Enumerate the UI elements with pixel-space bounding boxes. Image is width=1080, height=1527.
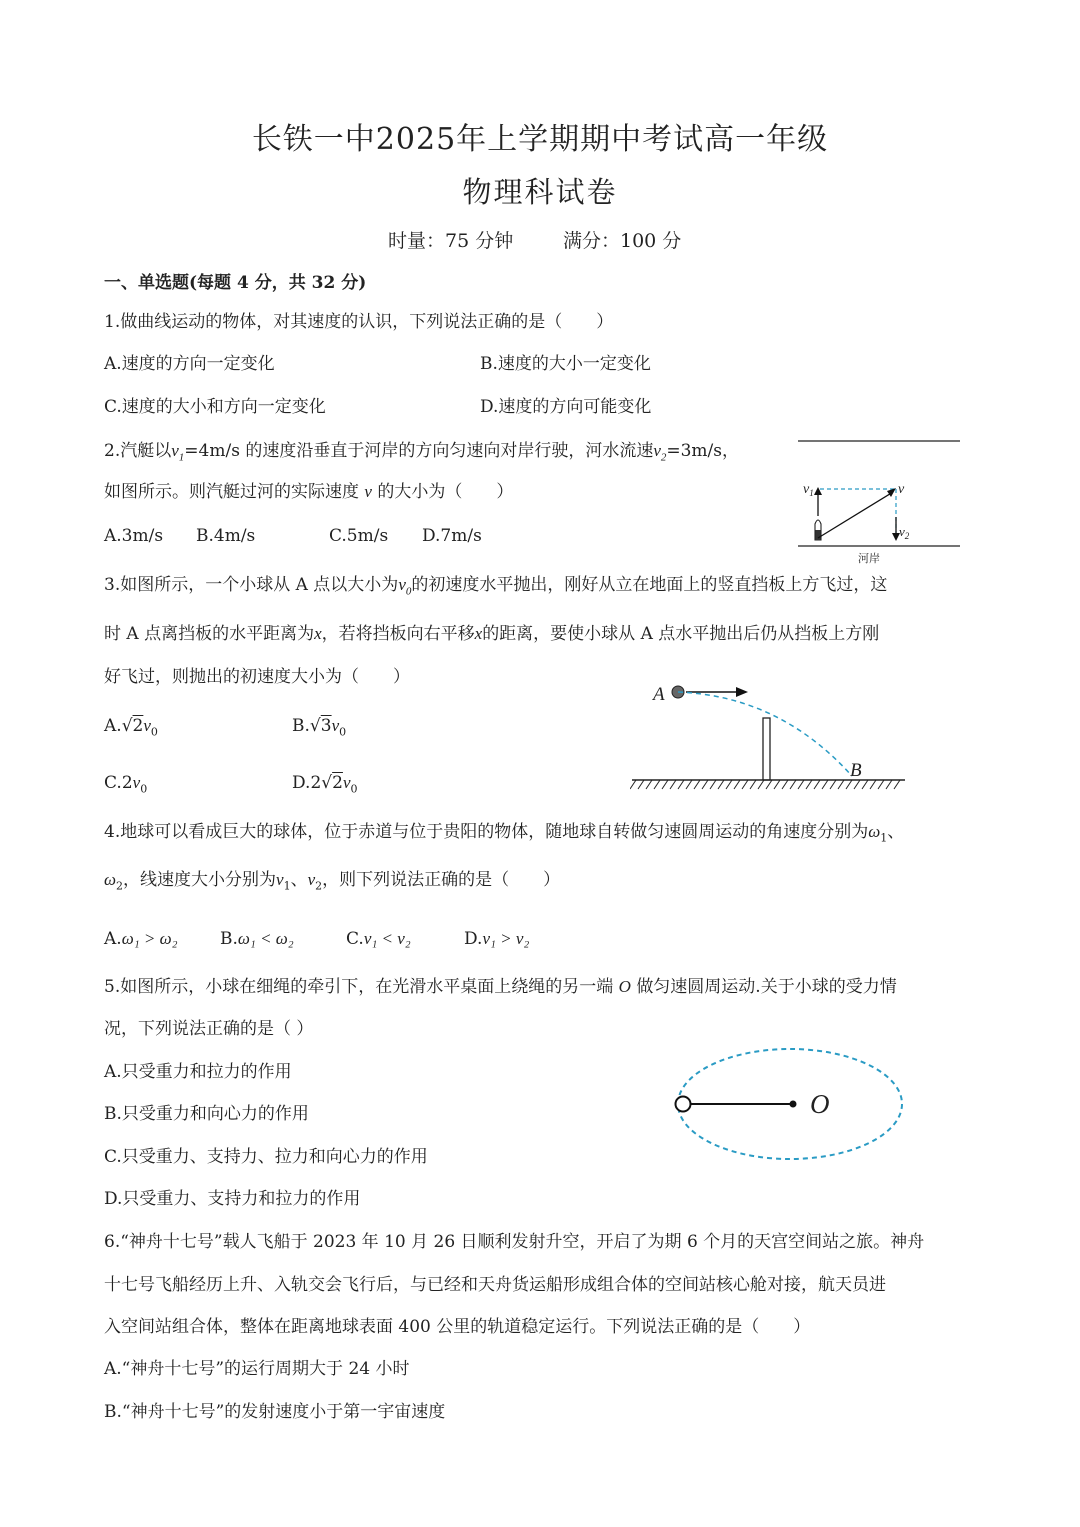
q6-option-b: B.“神舟十七号”的发射速度小于第一宇宙速度 — [104, 1402, 446, 1422]
q2-option-b: B.4m/s — [196, 526, 256, 546]
ground-hatch — [630, 780, 900, 789]
q2-option-a: A.3m/s — [104, 526, 164, 546]
label-A: A — [653, 684, 665, 705]
sqrt-sign: √ — [321, 773, 333, 793]
q5-option-c: C.只受重力、支持力、拉力和向心力的作用 — [104, 1147, 428, 1167]
exam-title: 长铁一中2025年上学期期中考试高一年级 — [251, 122, 829, 157]
q4-stem-line1: 4.地球可以看成巨大的球体，位于赤道与位于贵阳的物体，随地球自转做匀速圆周运动的角速度分别为$\omega_1$、 — [104, 822, 905, 845]
q5-option-a: A.只受重力和拉力的作用 — [104, 1062, 292, 1082]
q6-stem-line2: 十七号飞船经历上升、入轨交会飞行后，与已经和天舟货运船形成组合体的空间站核心舱对接，航天员进 — [104, 1275, 886, 1295]
q2-stem-line2: 如图所示。则汽艇过河的实际速度 v 的大小为（ ） — [104, 482, 514, 502]
q3-stem-line2: 时 A 点离挡板的水平距离为x，若将挡板向右平移x的距离，要使小球从 A 点水平抛出后仍从挡板上方刚 — [104, 624, 880, 644]
sqrt-sign: √ — [121, 716, 133, 736]
q4-option-c: C.v₁ < v₂ — [346, 929, 411, 949]
ball — [676, 1097, 691, 1112]
time-limit: 时量：75 分钟 — [388, 230, 514, 252]
barrier — [763, 718, 770, 780]
label-v1: $v_1$ — [803, 482, 814, 498]
q3-stem-line3: 好飞过，则抛出的初速度大小为（ ） — [104, 667, 410, 687]
initial-velocity-arrow-head — [736, 687, 748, 697]
q1-option-a: A.速度的方向一定变化 — [104, 354, 275, 374]
label-v: v — [898, 482, 905, 497]
label-B: B — [850, 760, 862, 781]
v-arrow — [818, 492, 893, 538]
q4-stem-line2: $\omega_2$，线速度大小分别为$v_1$、$v_2$，则下列说法正确的是（ ） — [104, 870, 561, 893]
q1-option-c: C.速度的大小和方向一定变化 — [104, 397, 326, 417]
q5-stem-line1: 5.如图所示，小球在细绳的牵引下，在光滑水平桌面上绕绳的另一端 O 做匀速圆周运动.关于小球的受力情 — [104, 977, 897, 997]
q5-option-b: B.只受重力和向心力的作用 — [104, 1104, 309, 1124]
exam-subject: 物理科试卷 — [462, 175, 618, 209]
sqrt-sign: √ — [309, 716, 321, 736]
section-title: 一、单选题(每题 4 分，共 32 分) — [104, 273, 367, 293]
q6-stem-line1: 6.“神舟十七号”载人飞船于 2023 年 10 月 26 日顺利发射升空，开启了为期 6 个月的天宫空间站之旅。神舟 — [104, 1232, 925, 1252]
q3-option-c: $C.2v_0$ — [104, 773, 148, 796]
q3-option-b: $B.√3v_0$ — [292, 716, 347, 739]
q3-projectile-diagram — [630, 676, 910, 796]
q2-stem-line1: 2.汽艇以$v_1=4m/s$ 的速度沿垂直于河岸的方向匀速向对岸行驶，河水流速$v_2=3m/s$， — [104, 441, 740, 464]
q6-option-a: A.“神舟十七号”的运行周期大于 24 小时 — [104, 1359, 410, 1379]
q2-option-c: C.5m/s — [329, 526, 389, 546]
q1-option-b: B.速度的大小一定变化 — [480, 354, 651, 374]
q2-option-d: D.7m/s — [422, 526, 482, 546]
boat-fill — [816, 530, 821, 540]
label-river-bank: 河岸 — [858, 552, 880, 565]
q3-option-a: $A.√2v_0$ — [104, 716, 158, 739]
center-point — [790, 1101, 797, 1108]
full-score: 满分：100 分 — [563, 230, 682, 252]
v1-arrow-head — [814, 487, 822, 495]
q3-stem-line1: 3.如图所示，一个小球从 A 点以大小为$v_0$的初速度水平抛出，刚好从立在地面上的竖直挡板上方飞过，这 — [104, 575, 888, 598]
q6-stem-line3: 入空间站组合体，整体在距离地球表面 400 公里的轨道稳定运行。下列说法正确的是（ ） — [104, 1317, 811, 1337]
q2-velocity-diagram — [795, 432, 965, 567]
q3-option-d: $D.2√2v_0$ — [292, 773, 358, 796]
q1-stem: 1.做曲线运动的物体，对其速度的认识，下列说法正确的是（ ） — [104, 312, 614, 332]
q5-stem-line2: 况，下列说法正确的是（ ） — [104, 1019, 314, 1039]
q4-option-a: A.ω₁ > ω₂ — [104, 929, 178, 949]
label-v2: $v_2$ — [899, 524, 910, 541]
q4-option-b: B.ω₁ < ω₂ — [220, 929, 294, 949]
q5-circular-motion-diagram — [665, 1045, 910, 1165]
label-O: O — [810, 1089, 830, 1119]
q4-option-d: D.v₁ > v₂ — [464, 929, 530, 949]
q5-option-d: D.只受重力、支持力和拉力的作用 — [104, 1189, 361, 1209]
q1-option-d: D.速度的方向可能变化 — [480, 397, 652, 417]
